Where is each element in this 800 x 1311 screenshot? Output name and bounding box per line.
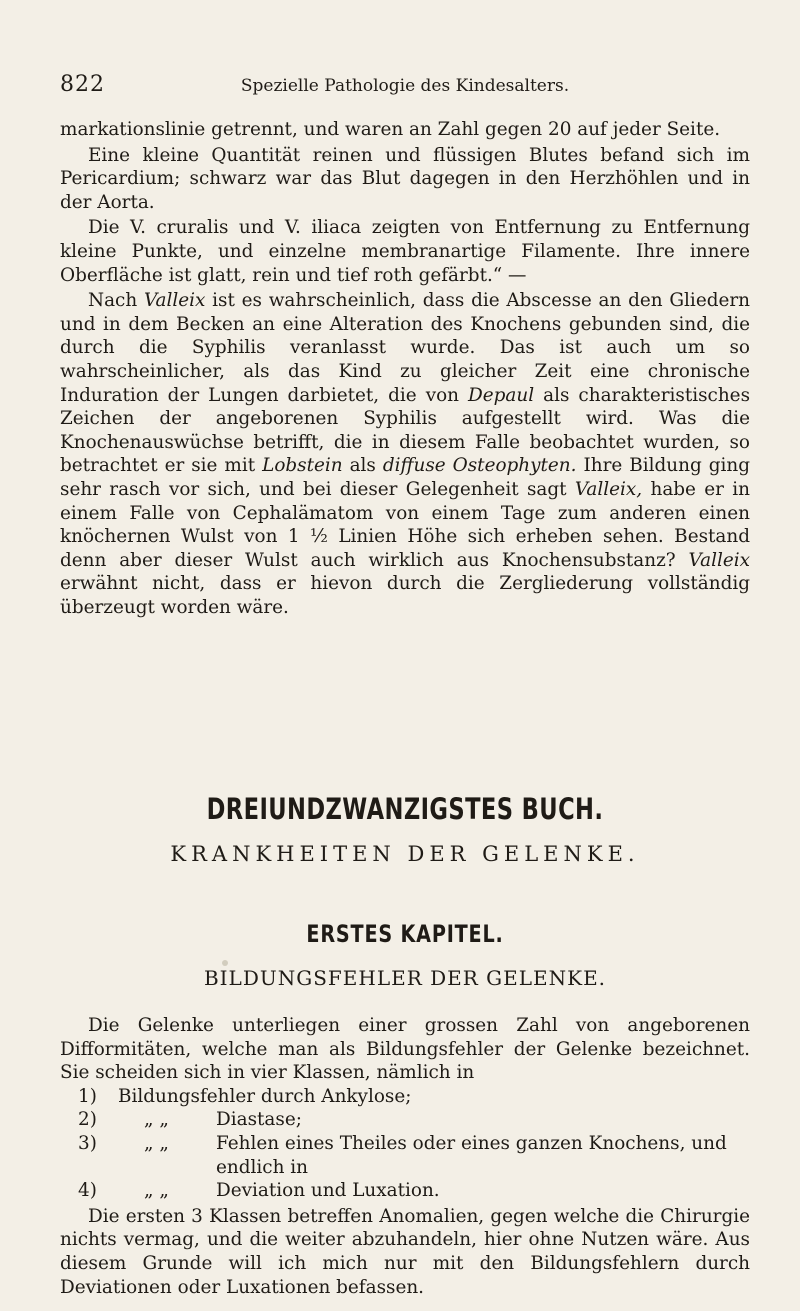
chapter-title: ERSTES KAPITEL. — [306, 920, 504, 948]
list-item — [60, 1132, 750, 1179]
ditto-marks: „ „ — [144, 1132, 169, 1154]
paragraph-continuation: markationslinie getrennt, und waren an Zahl gegen 20 auf jeder Seite. — [60, 119, 721, 140]
text-run: als charakteristisches Zeichen der angeborenen Syphilis aufgestellt wird. Was die Knochenauswüchse betrifft, die in diesem Falle beobachtet wurden, so betrachtet er sie mit — [60, 384, 751, 477]
text-run: ist es wahrscheinlich, dass die Abscesse an den Gliedern und in dem Becken an eine Alteration des Knochens gebunden sind, die durch die Syphilis veranlasst wurde. Das ist auch um so wahrscheinlicher, als das Kind zu gleicher Zeit eine chronische Induration der Lungen darbietet, die von — [60, 290, 750, 406]
klassen-list — [60, 1085, 750, 1203]
list-text: Deviation und Luxation. — [216, 1180, 440, 1202]
list-item — [60, 1085, 750, 1109]
text-run: als — [342, 455, 383, 477]
text-run: habe er in einem Falle von Cephalämatom von einem Tage zum anderen einen knöchernen Wulst von 1 ½ Linien Höhe sich erheben sehen. Bestand denn aber dieser Wulst auch wirklich aus Knochensubstanz? — [60, 478, 750, 571]
body-text-chapter — [60, 1014, 750, 1299]
author-name: Valleix, — [574, 478, 643, 500]
page-header — [60, 72, 750, 102]
list-number: 1) — [78, 1085, 97, 1107]
text-run: Ihre Bildung ging sehr rasch vor sich, und bei dieser Gelegenheit sagt — [60, 455, 750, 500]
paragraph-pericardium: Eine kleine Quantität reinen und flüssigen Blutes befand sich im Pericardium; schwarz war das Blut dagegen in den Herzhöhlen und in der Aorta. — [60, 144, 750, 213]
text-run: Nach — [88, 290, 144, 312]
book-subtitle: KRANKHEITEN DER GELENKE. — [170, 842, 640, 866]
body-text-top — [60, 118, 750, 619]
author-name: Depaul — [468, 384, 535, 406]
text-run: erwähnt nicht, dass er hievon durch die Zergliederung vollständig überzeugt worden wäre. — [60, 573, 750, 618]
author-name: Lobstein — [262, 455, 343, 477]
list-text: Bildungsfehler durch Ankylose; — [118, 1085, 412, 1107]
list-item — [60, 1179, 750, 1203]
list-text: Diastase; — [216, 1109, 302, 1131]
list-item — [60, 1108, 750, 1132]
list-number: 2) — [78, 1109, 97, 1131]
chapter-subtitle: BILDUNGSFEHLER DER GELENKE. — [203, 966, 607, 990]
paragraph-intro: Die Gelenke unterliegen einer grossen Zahl von angeborenen Difformitäten, welche man als Bildungsfehler der Gelenke bezeichnet. Sie scheiden sich in vier Klassen, nämlich in — [60, 1015, 750, 1084]
author-name: Valleix — [143, 290, 206, 312]
list-text: Fehlen eines Theiles oder eines ganzen Knochens, und endlich in — [216, 1132, 727, 1178]
paragraph-closing: Die ersten 3 Klassen betreffen Anomalien, gegen welche die Chirurgie nichts vermag, und die weiter abzuhandeln, hier ohne Nutzen wäre. Aus diesem Grunde will ich mich nur mit den Bildungsfehlern durch Deviationen oder Luxationen befassen. — [60, 1205, 750, 1298]
term-emphasis: diffuse Osteophyten. — [382, 455, 577, 477]
ditto-marks: „ „ — [144, 1109, 169, 1131]
paragraph-venen: Die V. cruralis und V. iliaca zeigten von Entfernung zu Entfernung kleine Punkte, und einzelne membranartige Filamente. Ihre innere Oberfläche ist glatt, rein und tief roth gefärbt.“ — — [60, 217, 750, 286]
book-title: DREIUNDZWANZIGSTES BUCH. — [206, 792, 604, 826]
list-number: 3) — [78, 1132, 97, 1154]
ditto-marks: „ „ — [144, 1180, 169, 1202]
list-number: 4) — [78, 1180, 97, 1202]
author-name: Valleix — [688, 549, 750, 571]
page-number: 822 — [60, 72, 105, 97]
paragraph-valleix — [60, 289, 750, 619]
running-title: Spezielle Pathologie des Kindesalters. — [240, 76, 570, 96]
